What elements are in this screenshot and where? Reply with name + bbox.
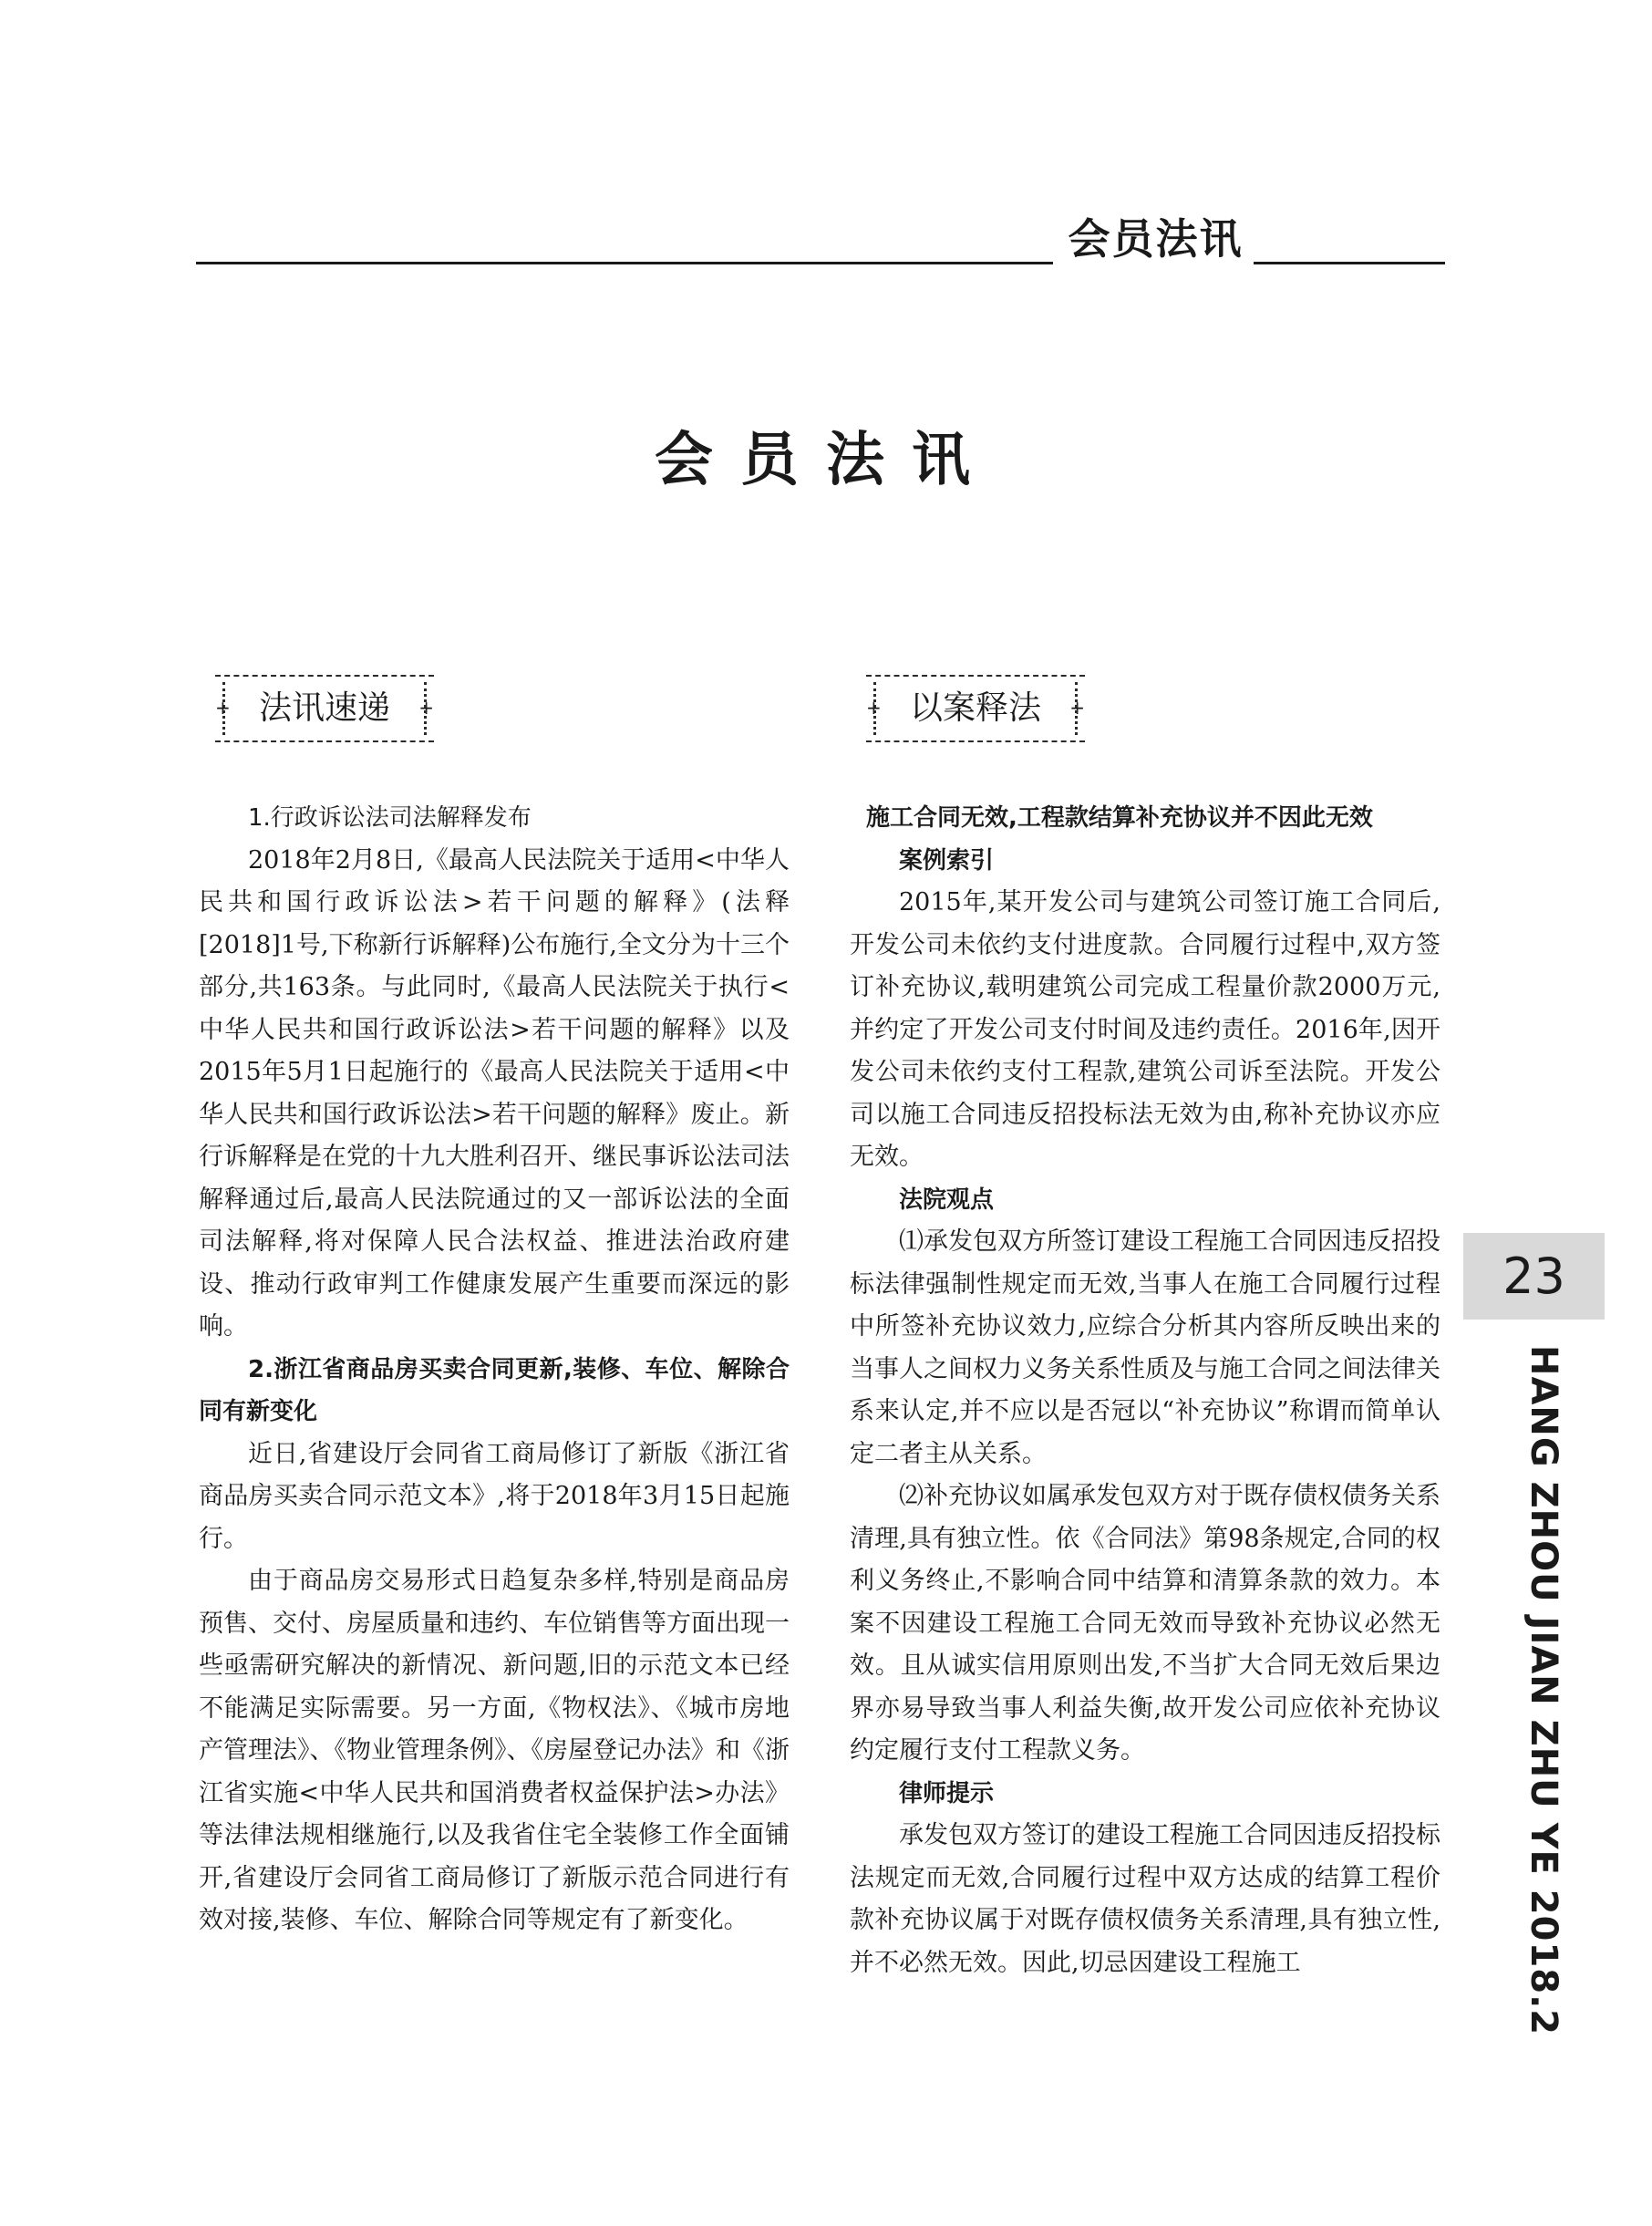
item2-heading: 2.浙江省商品房买卖合同更新,装修、车位、解除合同有新变化 (199, 1355, 790, 1425)
left-column (199, 675, 790, 1942)
header-rule-left (196, 262, 1053, 264)
court-opinion-paragraph: ⑵补充协议如属承发包双方对于既存债权债务关系清理,具有独立性。依《合同法》第98条规定,合同的权利义务终止,不影响合同中结算和清算条款的效力。本案不因建设工程施工合同无效而导致补充协议必然无效。且从诚实信用原则出发,不当扩大合同无效后果边界亦易导致当事人利益失衡,故开发公司应依补充协议约定履行支付工程款义务。 (850, 1482, 1440, 1765)
court-opinion-paragraph: ⑴承发包双方所签订建设工程施工合同因违反招投标法律强制性规定而无效,当事人在施工合同履行过程中所签补充协议效力,应综合分析其内容所反映出来的当事人之间权力义务关系性质及与施工合同之间法律关系来认定,并不应以是否冠以“补充协议”称谓而简单认定二者主从关系。 (850, 1227, 1440, 1468)
cross-mark-icon: + (418, 697, 435, 719)
item1-heading: 1.行政诉讼法司法解释发布 (248, 804, 532, 832)
case-index-heading: 案例索引 (899, 846, 995, 875)
section-tag-label: 法讯速递 (259, 689, 391, 727)
lawyer-tip-heading: 律师提示 (899, 1779, 995, 1807)
cross-mark-icon: + (215, 697, 231, 719)
item2-paragraph: 由于商品房交易形式日趋复杂多样,特别是商品房预售、交付、房屋质量和违约、车位销售等方面出现一些亟需研究解决的新情况、新问题,旧的示范文本已经不能满足实际需要。另一方面,《物权法》、《城市房地产管理法》、《物业管理条例》、《房屋登记办法》和《浙江省实施<中华人民共和国消费者权益保护法>办法》等法律法规相继施行,以及我省住宅全装修工作全面铺开,省建设厅会同省工商局修订了新版示范合同进行有效对接,装修、车位、解除合同等规定有了新变化。 (199, 1567, 790, 1934)
header-section-title: 会员法讯 (1068, 214, 1244, 264)
item2-paragraph: 近日,省建设厅会同省工商局修订了新版《浙江省商品房买卖合同示范文本》,将于2018年3月15日起施行。 (199, 1439, 790, 1553)
case-title: 施工合同无效,工程款结算补充协议并不因此无效 (866, 804, 1373, 832)
page-title: 会员法讯 (655, 427, 997, 494)
case-index-paragraph: 2015年,某开发公司与建筑公司签订施工合同后,开发公司未依约支付进度款。合同履行过程中,双方签订补充协议,载明建筑公司完成工程量价款2000万元,并约定了开发公司支付时间及违约责任。2016年,因开发公司未依约支付工程款,建筑公司诉至法院。开发公司以施工合同违反招投标法无效为由,称补充协议亦应无效。 (850, 888, 1440, 1171)
item1-paragraph: 2018年2月8日,《最高人民法院关于适用<中华人民共和国行政诉讼法>若干问题的解释》(法释[2018]1号,下称新行诉解释)公布施行,全文分为十三个部分,共163条。与此同时,《最高人民法院关于执行<中华人民共和国行政诉讼法>若干问题的解释》以及2015年5月1日起施行的《最高人民法院关于适用<中华人民共和国行政诉讼法>若干问题的解释》废止。新行诉解释是在党的十九大胜利召开、继民事诉讼法司法解释通过后,最高人民法院通过的又一部诉讼法的全面司法解释,将对保障人民合法权益、推进法治政府建设、推动行政审判工作健康发展产生重要而深远的影响。 (199, 845, 790, 1341)
section-tag-news (215, 675, 434, 742)
right-column (850, 675, 1440, 1984)
page-number: 23 (1463, 1233, 1605, 1320)
cross-mark-icon: + (866, 697, 882, 719)
cross-mark-icon: + (1069, 697, 1086, 719)
header-rule-right (1254, 262, 1445, 264)
court-opinion-heading: 法院观点 (899, 1185, 995, 1214)
lawyer-tip-paragraph: 承发包双方签订的建设工程施工合同因违反招投标法规定而无效,合同履行过程中双方达成的结算工程价款补充协议属于对既存债权债务关系清理,具有独立性,并不必然无效。因此,切忌因建设工程施工 (850, 1821, 1440, 1977)
section-tag-label: 以案释法 (910, 689, 1042, 727)
journal-issue-label: HANG ZHOU JIAN ZHU YE 2018.2 (1523, 1345, 1564, 2036)
section-tag-cases (866, 675, 1085, 742)
